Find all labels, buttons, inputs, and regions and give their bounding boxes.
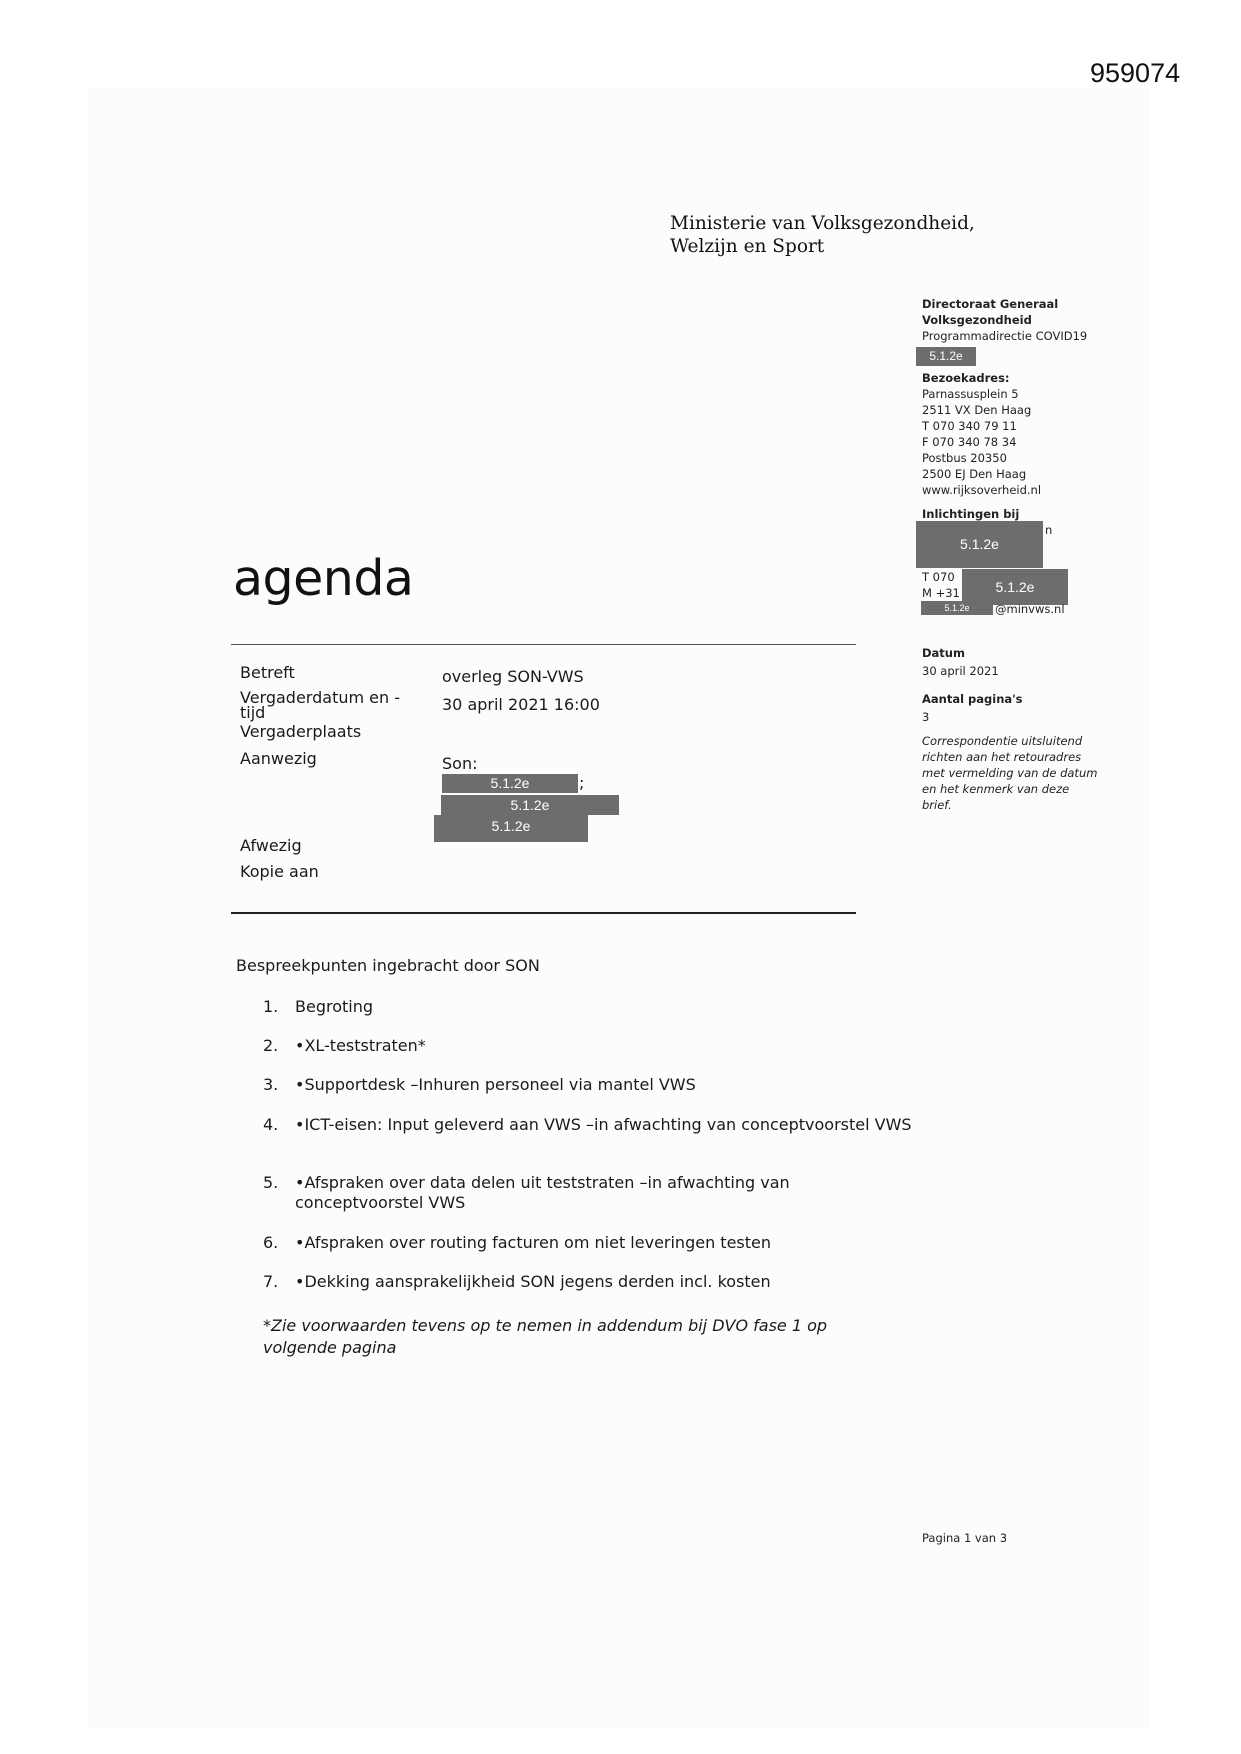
- correspondence-line: brief.: [922, 798, 952, 812]
- date-value: 30 april 2021: [922, 664, 999, 678]
- info-mobile: M +31: [922, 586, 960, 600]
- betreft-value: overleg SON-VWS: [442, 667, 584, 686]
- pages-block: [922, 691, 1023, 725]
- address-line: www.rijksoverheid.nl: [922, 483, 1042, 497]
- agenda-title: agenda: [233, 550, 414, 607]
- info-fragment: n: [1045, 523, 1053, 537]
- ministry-line-1: Ministerie van Volksgezondheid,: [670, 213, 975, 234]
- top-divider: [231, 644, 856, 645]
- redaction-block: 5.1.2e: [921, 601, 993, 615]
- info-heading-block: [922, 506, 1019, 522]
- visit-heading: Bezoekadres:: [922, 371, 1010, 385]
- item-text: •Dekking aansprakelijkheid SON jegens derden incl. kosten: [295, 1272, 771, 1291]
- afwezig-label: Afwezig: [240, 836, 302, 855]
- address-line: 2500 EJ Den Haag: [922, 467, 1027, 481]
- item-text: •Supportdesk –Inhuren personeel via mantel VWS: [295, 1075, 696, 1094]
- org-line-3: Programmadirectie COVID19: [922, 329, 1088, 343]
- address-line: F 070 340 78 34: [922, 435, 1017, 449]
- betreft-label: Betreft: [240, 663, 295, 682]
- item-number: 4.: [263, 1115, 279, 1134]
- plaats-label: Vergaderplaats: [240, 722, 362, 741]
- item-text: Begroting: [295, 997, 374, 1016]
- redaction-block: 5.1.2e: [916, 347, 976, 366]
- address-line: 2511 VX Den Haag: [922, 403, 1032, 417]
- aanwezig-value: Son:: [442, 754, 478, 773]
- date-heading: Datum: [922, 646, 965, 660]
- sidebar-org: [922, 296, 1087, 344]
- org-line-1: Directoraat Generaal: [922, 297, 1059, 311]
- bottom-divider: [231, 912, 856, 914]
- item-number: 6.: [263, 1233, 279, 1252]
- correspondence-line: Correspondentie uitsluitend: [922, 734, 1083, 748]
- sidebar-address: [922, 370, 1041, 498]
- info-phone: T 070: [922, 570, 955, 584]
- item-number: 1.: [263, 997, 279, 1016]
- redaction-block: 5.1.2e: [441, 795, 619, 815]
- org-line-2: Volksgezondheid: [922, 313, 1032, 327]
- redaction-block: 5.1.2e: [916, 521, 1043, 568]
- ministry-line-2: Welzijn en Sport: [670, 236, 825, 257]
- info-heading: Inlichtingen bij: [922, 507, 1020, 521]
- datum-label: [240, 690, 400, 720]
- item-number: 7.: [263, 1272, 279, 1291]
- page-number: Pagina 1 van 3: [922, 1531, 1008, 1545]
- correspondence-line: en het kenmerk van deze: [922, 782, 1070, 796]
- info-email: @minvws.nl: [995, 602, 1065, 616]
- pages-heading: Aantal pagina's: [922, 692, 1023, 706]
- agenda-intro: Bespreekpunten ingebracht door SON: [236, 956, 540, 975]
- correspondence-line: met vermelding van de datum: [922, 766, 1098, 780]
- item-number: 3.: [263, 1075, 279, 1094]
- document-number: 959074: [1090, 58, 1181, 88]
- date-block: [922, 645, 999, 679]
- item-text: •Afspraken over routing facturen om niet leveringen testen: [295, 1233, 772, 1252]
- correspondence-note: [922, 733, 1097, 813]
- address-line: T 070 340 79 11: [922, 419, 1017, 433]
- kopie-label: Kopie aan: [240, 862, 319, 881]
- correspondence-line: richten aan het retouradres: [922, 750, 1082, 764]
- address-line: Parnassusplein 5: [922, 387, 1019, 401]
- redaction-block: 5.1.2e: [962, 569, 1068, 605]
- address-line: Postbus 20350: [922, 451, 1007, 465]
- datum-label-line-2: tijd: [240, 703, 266, 722]
- item-text: •XL-teststraten*: [295, 1036, 426, 1055]
- aanwezig-semicolon: ;: [579, 773, 585, 792]
- item-text: •Afspraken over data delen uit teststraten –in afwachting van conceptvoorstel VWS: [295, 1173, 790, 1212]
- item-text: •ICT-eisen: Input geleverd aan VWS –in afwachting van conceptvoorstel VWS: [295, 1115, 912, 1134]
- ministry-name: [670, 212, 975, 258]
- redaction-block: 5.1.2e: [434, 815, 588, 842]
- footnote: *Zie voorwaarden tevens op te nemen in addendum bij DVO fase 1 op volgende pagina: [263, 1316, 828, 1357]
- pages-value: 3: [922, 710, 930, 724]
- item-number: 2.: [263, 1036, 279, 1055]
- aanwezig-label: Aanwezig: [240, 749, 317, 768]
- item-number: 5.: [263, 1173, 279, 1192]
- datum-value: 30 april 2021 16:00: [442, 695, 600, 714]
- redaction-block: 5.1.2e: [442, 774, 578, 793]
- datum-label-line-1: Vergaderdatum en -: [240, 688, 400, 707]
